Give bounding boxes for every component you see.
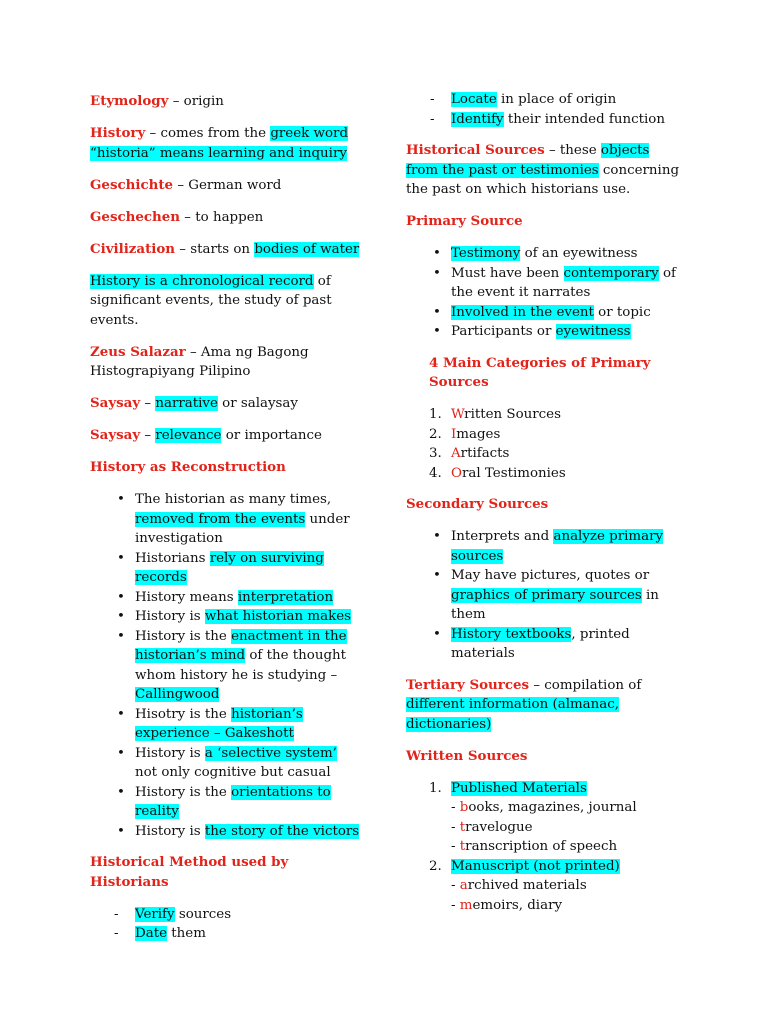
highlight: bodies of water bbox=[254, 241, 360, 257]
primary-source-heading: Primary Source bbox=[406, 213, 523, 229]
method-list-continued bbox=[406, 90, 682, 129]
definition: – these bbox=[544, 143, 601, 158]
dash: - bbox=[451, 800, 460, 815]
item-number: 1. bbox=[429, 407, 442, 422]
initial-letter: t bbox=[459, 839, 466, 854]
initial-letter: t bbox=[459, 819, 466, 835]
highlight: History textbooks bbox=[451, 626, 572, 642]
definition: – starts on bbox=[175, 241, 255, 257]
definition: – to happen bbox=[180, 209, 264, 225]
initial-letter: b bbox=[459, 800, 469, 815]
chronological-entry bbox=[90, 272, 362, 331]
sub-item bbox=[451, 798, 682, 818]
highlight: “historia” means learning and inquiry bbox=[90, 145, 347, 161]
term: Historical Sources bbox=[406, 142, 545, 158]
list-item bbox=[90, 905, 362, 925]
list-item bbox=[406, 425, 682, 445]
definition: – Ama ng Bagong Histograpiyang Pilipino bbox=[90, 344, 309, 379]
saysay-narrative-entry bbox=[90, 394, 362, 414]
list-item bbox=[406, 566, 682, 625]
item-text: History means bbox=[135, 589, 238, 605]
categories-heading: 4 Main Categories of Primary Sources bbox=[429, 354, 651, 390]
list-item bbox=[90, 607, 362, 627]
item-text: of the event it narrates bbox=[451, 265, 676, 300]
term: Zeus Salazar bbox=[90, 343, 186, 360]
list-item bbox=[406, 110, 682, 130]
geschechen-entry bbox=[90, 208, 362, 228]
highlight: a ‘selective system’ bbox=[204, 745, 337, 761]
item-text: Must have been bbox=[451, 265, 564, 281]
primary-source-list bbox=[406, 244, 682, 342]
highlight: eyewitness bbox=[555, 324, 631, 339]
term: Geschichte bbox=[90, 176, 174, 193]
item-text: of the thought whom history he is studying – bbox=[135, 648, 347, 683]
item-text: of an eyewitness bbox=[520, 246, 638, 261]
highlight: Callingwood bbox=[135, 687, 220, 702]
highlight: Identify bbox=[451, 111, 504, 127]
saysay-relevance-entry bbox=[90, 426, 362, 446]
list-item bbox=[90, 490, 362, 549]
item-text: sources bbox=[174, 906, 232, 922]
secondary-sources-list bbox=[406, 527, 682, 664]
highlight: graphics of primary sources bbox=[451, 587, 642, 603]
item-text: not only cognitive but casual bbox=[135, 765, 331, 780]
item-text: rtifacts bbox=[460, 446, 510, 461]
term: Saysay bbox=[90, 395, 141, 411]
sub-item bbox=[451, 876, 682, 896]
left-column bbox=[90, 92, 362, 956]
dash: - bbox=[451, 878, 460, 893]
dash: – bbox=[140, 428, 156, 443]
item-text: Hisotry is the bbox=[135, 706, 232, 722]
list-item bbox=[406, 779, 682, 857]
list-item bbox=[90, 783, 362, 822]
written-sources-list bbox=[406, 779, 682, 916]
item-text: ranscription of speech bbox=[465, 839, 618, 854]
initial-letter: A bbox=[451, 446, 461, 461]
definition: – comes from the bbox=[145, 126, 271, 141]
item-text: ritten Sources bbox=[464, 407, 561, 422]
list-item bbox=[406, 264, 682, 303]
initial-letter: m bbox=[459, 897, 473, 913]
initial-letter: W bbox=[451, 407, 465, 422]
term: History bbox=[90, 125, 146, 141]
definition: – origin bbox=[168, 94, 224, 109]
right-column bbox=[406, 90, 682, 927]
definition: of significant events, the study of past events. bbox=[90, 273, 332, 328]
list-item bbox=[406, 303, 682, 323]
categories-list bbox=[406, 405, 682, 483]
item-text: under investigation bbox=[135, 511, 350, 546]
item-text: emoirs, diary bbox=[472, 897, 563, 913]
highlight: contemporary bbox=[563, 265, 659, 281]
initial-letter: a bbox=[459, 878, 468, 893]
item-text: Interprets and bbox=[451, 529, 554, 544]
highlight: enactment in the historian’s mind bbox=[135, 628, 347, 663]
dash: - bbox=[451, 819, 460, 835]
highlight: Date bbox=[135, 926, 168, 941]
item-text: ooks, magazines, journal bbox=[468, 800, 637, 815]
definition: – German word bbox=[173, 177, 282, 193]
highlight: interpretation bbox=[237, 589, 334, 605]
item-number: 2. bbox=[429, 426, 442, 442]
term: Tertiary Sources bbox=[406, 676, 530, 693]
list-item bbox=[406, 90, 682, 110]
list-item bbox=[90, 549, 362, 588]
definition: concerning the past on which historians use. bbox=[406, 162, 680, 197]
definition: – compilation of bbox=[529, 677, 642, 693]
reconstruction-list bbox=[90, 490, 362, 841]
highlight: objects from the past or testimonies bbox=[406, 143, 650, 178]
highlight: historian’s experience – Gakeshott bbox=[135, 706, 303, 741]
highlight: History is a chronological record bbox=[90, 273, 314, 289]
item-text: History is bbox=[135, 609, 205, 624]
item-text: May have pictures, quotes or bbox=[451, 568, 650, 583]
item-text: mages bbox=[456, 426, 501, 442]
list-item bbox=[90, 627, 362, 705]
item-text: History is the bbox=[135, 784, 232, 800]
term: Etymology bbox=[90, 93, 169, 109]
sub-item bbox=[451, 837, 682, 857]
highlight: rely on surviving records bbox=[135, 550, 324, 585]
item-text: ral Testimonies bbox=[461, 465, 566, 481]
written-sources-heading: Written Sources bbox=[406, 747, 528, 764]
highlight: analyze primary sources bbox=[451, 529, 664, 564]
item-text: ravelogue bbox=[465, 819, 533, 835]
highlight: different information (almanac, dictionaries) bbox=[406, 697, 620, 732]
term: Civilization bbox=[90, 240, 176, 257]
highlight: removed from the events bbox=[135, 511, 306, 527]
highlight: narrative bbox=[155, 396, 218, 411]
list-item bbox=[406, 464, 682, 484]
highlight: the story of the victors bbox=[204, 823, 360, 839]
highlight: Locate bbox=[451, 92, 497, 107]
method-heading: Historical Method used by Historians bbox=[90, 854, 289, 890]
highlight: relevance bbox=[155, 428, 222, 443]
method-list bbox=[90, 905, 362, 944]
term: Geschechen bbox=[90, 208, 181, 225]
item-text: or topic bbox=[593, 304, 651, 320]
highlight: greek word bbox=[270, 126, 349, 141]
secondary-sources-heading: Secondary Sources bbox=[406, 496, 549, 512]
highlight: Involved in the event bbox=[451, 304, 594, 320]
list-item bbox=[90, 744, 362, 783]
list-item bbox=[406, 527, 682, 566]
item-number: 2. bbox=[429, 858, 442, 874]
historical-sources-entry bbox=[406, 141, 682, 200]
list-item bbox=[406, 322, 682, 342]
list-item bbox=[406, 857, 682, 916]
item-text: History is the bbox=[135, 628, 232, 644]
dash: - bbox=[451, 897, 460, 913]
highlight: Verify bbox=[135, 906, 175, 922]
dash: – bbox=[140, 396, 156, 411]
list-item bbox=[90, 588, 362, 608]
item-text: Historians bbox=[135, 550, 210, 566]
zeus-entry bbox=[90, 343, 362, 382]
list-item bbox=[406, 444, 682, 464]
item-text: rchived materials bbox=[467, 878, 587, 893]
tertiary-sources-entry bbox=[406, 676, 682, 735]
dash: - bbox=[451, 839, 460, 854]
reconstruction-heading: History as Reconstruction bbox=[90, 459, 286, 475]
item-number: 1. bbox=[429, 780, 442, 796]
item-number: 3. bbox=[429, 446, 442, 461]
sub-item bbox=[451, 896, 682, 916]
list-item bbox=[90, 705, 362, 744]
item-text: in them bbox=[451, 587, 659, 622]
list-item bbox=[406, 405, 682, 425]
item-text: in place of origin bbox=[496, 92, 617, 107]
sub-item bbox=[451, 818, 682, 838]
definition: or importance bbox=[221, 428, 322, 443]
list-item bbox=[406, 625, 682, 664]
initial-letter: I bbox=[451, 426, 457, 442]
history-entry bbox=[90, 124, 362, 163]
list-item bbox=[90, 924, 362, 944]
initial-letter: O bbox=[451, 465, 462, 481]
highlight: Published Materials bbox=[451, 780, 587, 796]
item-text: History is bbox=[135, 745, 205, 761]
term: Saysay bbox=[90, 427, 141, 443]
item-text: their intended function bbox=[503, 111, 665, 127]
highlight: Manuscript (not printed) bbox=[451, 858, 620, 874]
definition: or salaysay bbox=[217, 396, 298, 411]
item-text: Participants or bbox=[451, 324, 556, 339]
geschichte-entry bbox=[90, 176, 362, 196]
list-item bbox=[406, 244, 682, 264]
civilization-entry bbox=[90, 240, 362, 260]
item-text: , printed materials bbox=[451, 626, 630, 661]
etymology-entry bbox=[90, 92, 362, 112]
item-text: The historian as many times, bbox=[135, 492, 332, 507]
list-item bbox=[90, 822, 362, 842]
highlight: what historian makes bbox=[204, 609, 351, 624]
item-text: them bbox=[167, 926, 206, 941]
highlight: orientations to reality bbox=[135, 784, 331, 819]
item-number: 4. bbox=[429, 465, 442, 481]
highlight: Testimony bbox=[451, 246, 521, 261]
item-text: History is bbox=[135, 823, 205, 839]
